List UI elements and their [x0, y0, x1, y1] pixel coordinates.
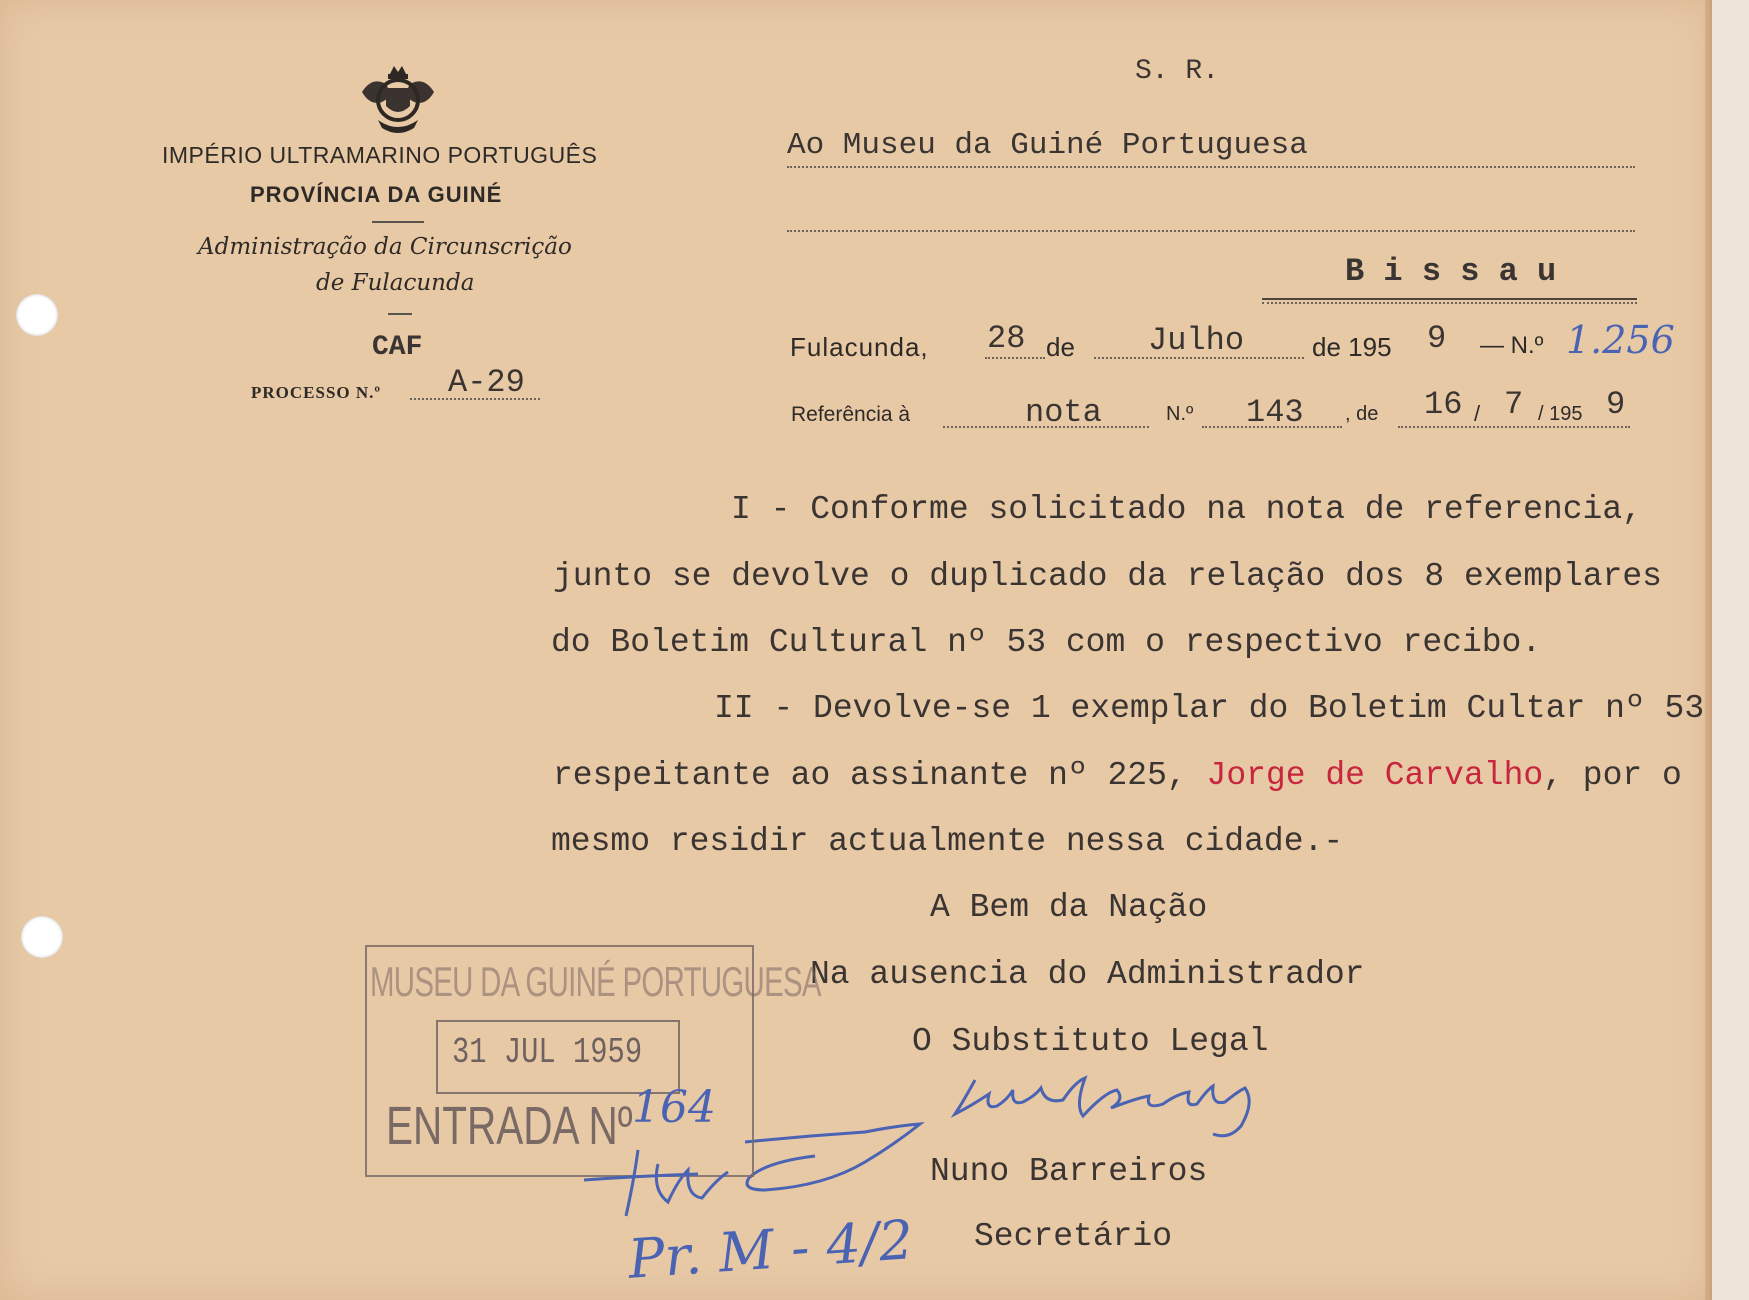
dotted-line — [1262, 302, 1637, 304]
dotted-line — [985, 357, 1045, 359]
addressee: Ao Museu da Guiné Portuguesa — [787, 128, 1308, 163]
divider — [372, 221, 424, 223]
reference-label: Referência à — [791, 403, 911, 426]
handwritten-initials — [578, 1120, 748, 1220]
signatory-role: Secretário — [974, 1218, 1173, 1255]
body-line: mesmo residir actualmente nessa cidade.- — [551, 823, 1344, 860]
body-line: II - Devolve-se 1 exemplar do Boletim Cultar nº 53 — [714, 690, 1705, 727]
date-year-digit: 9 — [1427, 320, 1447, 357]
reference-type: nota — [1025, 394, 1102, 431]
dotted-line — [1094, 357, 1304, 359]
stamp-entry-number: 164 — [632, 1082, 716, 1133]
divider — [388, 313, 412, 315]
processo-label: PROCESSO N.º — [251, 383, 382, 402]
reference-month: 7 — [1504, 386, 1524, 423]
date-day: 28 — [987, 320, 1026, 357]
letter-number: 1.256 — [1566, 318, 1675, 362]
body-text: , por o — [1543, 757, 1682, 794]
underline — [1262, 298, 1637, 300]
reference-date-label: , de — [1345, 403, 1379, 425]
reference-sep: / — [1474, 401, 1481, 426]
reference-year-digit: 9 — [1606, 386, 1626, 423]
stamp-entry-label: ENTRADA Nº — [386, 1096, 633, 1156]
punch-hole — [16, 294, 58, 336]
closing-salutation: A Bem da Nação — [930, 889, 1208, 926]
subscriber-name: Jorge de Carvalho — [1206, 757, 1544, 794]
letterhead-district: de Fulacunda — [316, 270, 475, 296]
reference-day: 16 — [1424, 386, 1463, 423]
signatory-name: Nuno Barreiros — [930, 1153, 1208, 1190]
body-line: do Boletim Cultural nº 53 com o respectivo recibo. — [551, 624, 1542, 661]
date-de: de — [1046, 332, 1075, 362]
date-year-prefix: de 195 — [1312, 332, 1392, 362]
sr-mark: S. R. — [1135, 56, 1220, 87]
stamp-date: 31 JUL 1959 — [452, 1032, 643, 1073]
paper-edge — [1705, 0, 1712, 1300]
handwritten-signature — [745, 1066, 1365, 1216]
reference-number: 143 — [1246, 394, 1304, 431]
letter-number-label: — N.º — [1480, 332, 1544, 359]
reference-year-prefix: / 195 — [1538, 403, 1583, 425]
dotted-line — [787, 230, 1635, 232]
processo-number: A-29 — [448, 364, 525, 401]
dotted-line — [787, 166, 1635, 168]
file-reference: Pr. M - 4/2 — [626, 1208, 916, 1291]
reference-number-label: N.º — [1166, 403, 1194, 425]
body-line: junto se devolve o duplicado da relação dos 8 exemplares — [553, 558, 1662, 595]
letterhead-province: PROVÍNCIA DA GUINÉ — [250, 182, 503, 207]
coat-of-arms-emblem — [352, 62, 444, 138]
body-line: I - Conforme solicitado na nota de referencia, — [731, 491, 1642, 528]
date-place: Fulacunda, — [790, 332, 929, 362]
date-month: Julho — [1148, 322, 1245, 359]
recipient-city: B i s s a u — [1345, 253, 1557, 290]
closing-substitute: O Substituto Legal — [912, 1023, 1269, 1060]
body-line — [553, 757, 1682, 794]
letterhead-empire: IMPÉRIO ULTRAMARINO PORTUGUÊS — [162, 142, 598, 168]
body-text: respeitante ao assinante nº 225, — [553, 757, 1187, 794]
punch-hole — [21, 916, 63, 958]
closing-absence: Na ausencia do Administrador — [810, 956, 1365, 993]
dotted-line — [1398, 426, 1630, 428]
stamp-title: MUSEU DA GUINÉ PORTUGUESA — [370, 958, 821, 1005]
section-code: CAF — [372, 332, 423, 363]
letterhead-administration: Administração da Circunscrição — [198, 234, 572, 260]
